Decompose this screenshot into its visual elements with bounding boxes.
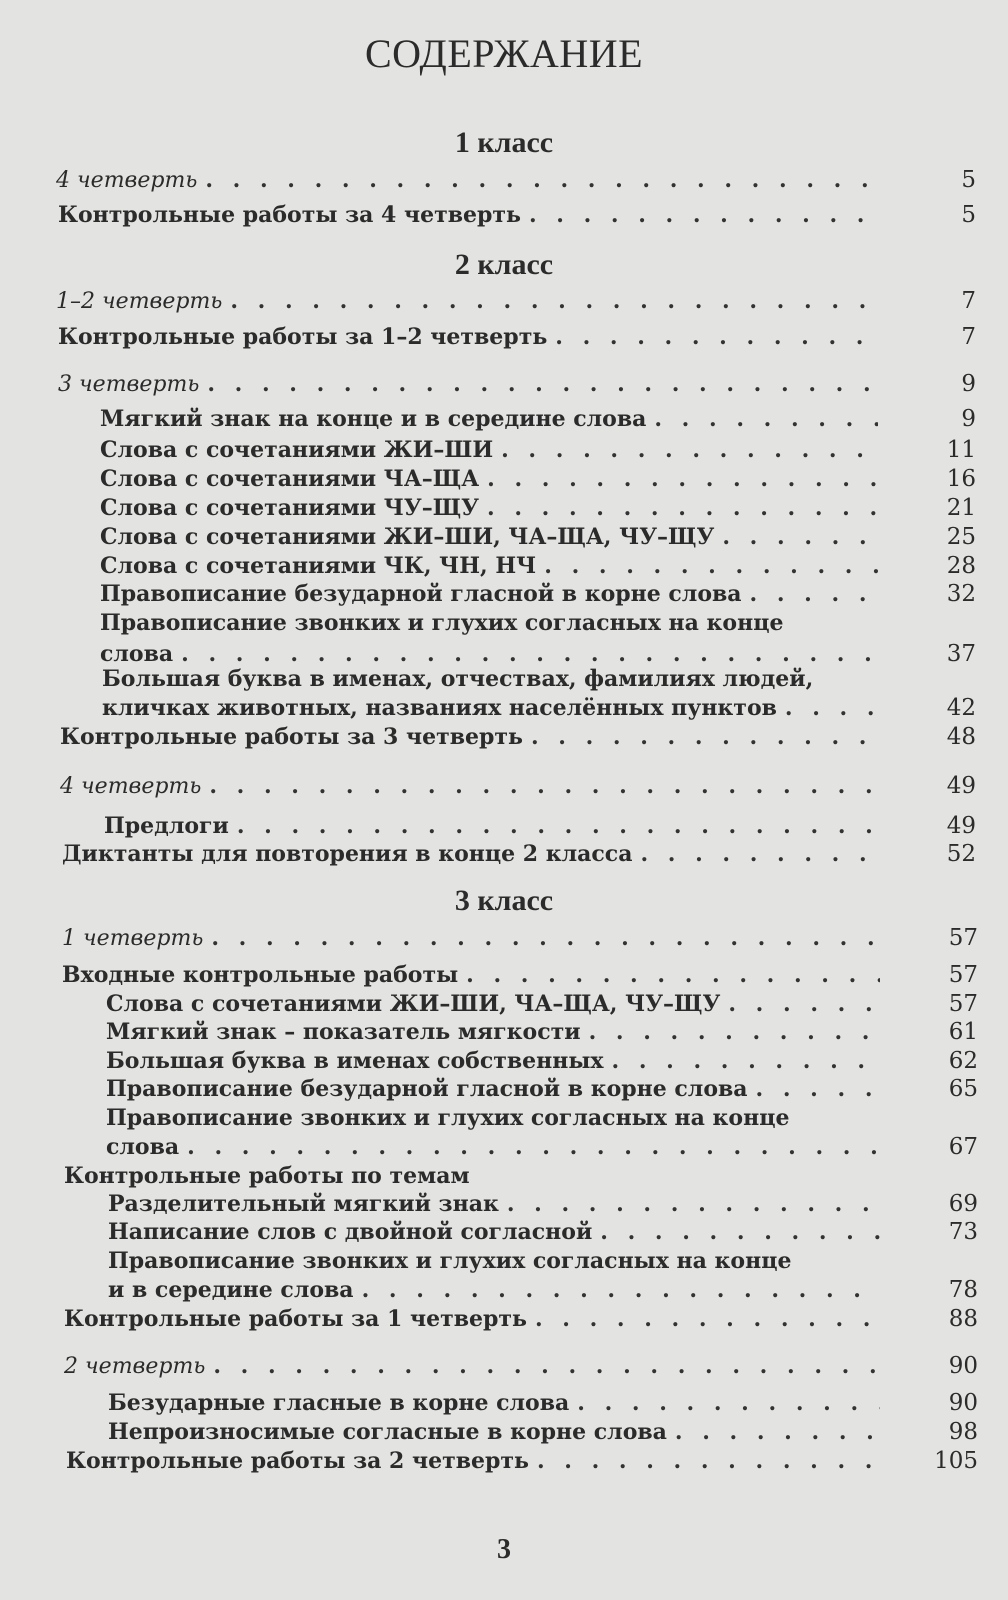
toc-entry-page: 90 (948, 1390, 978, 1416)
toc-entry-page: 25 (946, 524, 976, 550)
toc-entry-text: Контрольные работы за 2 четверть (66, 1448, 529, 1474)
leader-dots (211, 924, 880, 952)
toc-entry-text: Диктанты для повторения в конце 2 класса (62, 841, 633, 867)
leader-dots (209, 772, 878, 800)
toc-entry-text: Контрольные работы за 1–2 четверть (58, 324, 548, 350)
toc-entry-page: 57 (948, 925, 978, 951)
toc-entry-text: Большая буква в именах собственных (106, 1048, 604, 1074)
toc-entry (108, 1389, 978, 1417)
toc-entry-text: 1 четверть (62, 926, 204, 951)
leader-dots (728, 990, 880, 1018)
leader-dots (205, 166, 878, 194)
toc-entry (106, 1075, 978, 1103)
leader-dots (750, 580, 878, 608)
leader-dots (589, 1018, 880, 1046)
toc-entry-text: Мягкий знак на конце и в середине слова (100, 406, 647, 432)
page-number: 3 (497, 1534, 511, 1565)
toc-entry-page: 73 (948, 1219, 978, 1245)
toc-entry (100, 405, 976, 433)
toc-entry-text: кличках животных, названиях населённых пунктов (102, 695, 777, 721)
toc-entry-page: 9 (961, 406, 976, 432)
leader-dots (640, 840, 878, 868)
toc-entry (60, 723, 976, 751)
toc-entry (106, 1047, 978, 1075)
toc-entry-page: 7 (961, 288, 976, 314)
toc-entry-page: 7 (961, 324, 976, 350)
toc-entry (100, 494, 976, 522)
toc-entry-page: 9 (961, 371, 976, 397)
toc-entry-page: 62 (948, 1048, 978, 1074)
toc-entry (100, 640, 976, 668)
toc-entry-page: 52 (946, 841, 976, 867)
toc-entry (58, 370, 976, 399)
toc-entry (58, 323, 976, 351)
toc-entry-text: 4 четверть (60, 774, 202, 799)
leader-dots (785, 694, 878, 722)
toc-entry-text-line1: Правописание звонких и глухих согласных на конце (100, 610, 784, 636)
leader-dots (675, 1418, 880, 1446)
toc-entry (102, 694, 976, 722)
toc-entry (106, 1133, 978, 1161)
toc-entry-page: 37 (946, 641, 976, 667)
toc-entry-page: 57 (948, 991, 978, 1017)
toc-entry-text: Предлоги (104, 813, 229, 839)
leader-dots (531, 723, 878, 751)
leader-dots (722, 523, 878, 551)
toc-entry-page: 5 (961, 202, 976, 228)
class-1-heading: 1 класс (454, 126, 554, 159)
toc-entry (108, 1218, 978, 1246)
toc-entry-page: 28 (946, 553, 976, 579)
toc-entry-page: 16 (946, 466, 976, 492)
toc-entry-text: Контрольные работы за 4 четверть (58, 202, 521, 228)
class-2-heading: 2 класс (454, 248, 554, 281)
toc-entry (106, 990, 978, 1018)
toc-entry (106, 1018, 978, 1046)
leader-dots (529, 201, 878, 229)
toc-entry-text: 4 четверть (56, 168, 198, 193)
toc-entry-text-line1: Правописание звонких и глухих согласных на конце (108, 1248, 792, 1274)
toc-section-label: Контрольные работы по темам (64, 1163, 470, 1189)
toc-entry (100, 552, 976, 580)
leader-dots (181, 640, 878, 668)
toc-entry-text: 3 четверть (58, 372, 200, 397)
toc-entry (64, 1305, 978, 1333)
toc-entry (62, 961, 978, 989)
page-title: СОДЕРЖАНИЕ (364, 31, 644, 76)
toc-entry (108, 1418, 978, 1446)
toc-entry-page: 32 (946, 581, 976, 607)
leader-dots (362, 1276, 880, 1304)
toc-entry-text: Слова с сочетаниями ЧК, ЧН, НЧ (100, 553, 537, 579)
toc-entry-text: Слова с сочетаниями ЖИ–ШИ, ЧА–ЩА, ЧУ–ЩУ (100, 524, 715, 550)
toc-entry (100, 523, 976, 551)
toc-entry-page: 69 (948, 1191, 978, 1217)
toc-entry-text: Правописание безударной гласной в корне слова (106, 1076, 748, 1102)
toc-entry-page: 88 (948, 1306, 978, 1332)
toc-entry-text: Непроизносимые согласные в корне слова (108, 1419, 667, 1445)
toc-entry-text: Слова с сочетаниями ЖИ–ШИ, ЧА–ЩА, ЧУ–ЩУ (106, 991, 721, 1017)
toc-entry-text: слова (100, 641, 174, 667)
toc-entry-page: 21 (946, 495, 976, 521)
toc-entry-page: 65 (948, 1076, 978, 1102)
toc-entry (60, 772, 976, 801)
leader-dots (487, 494, 878, 522)
toc-entry-page: 57 (948, 962, 978, 988)
toc-entry (100, 580, 976, 608)
toc-entry (56, 287, 976, 316)
toc-entry (108, 1190, 978, 1218)
toc-entry (100, 436, 976, 464)
toc-entry (62, 840, 976, 868)
leader-dots (487, 465, 878, 493)
toc-entry (66, 1447, 978, 1475)
toc-entry-text: Слова с сочетаниями ЖИ–ШИ (100, 437, 494, 463)
toc-entry-page: 49 (946, 813, 976, 839)
leader-dots (207, 370, 878, 398)
leader-dots (501, 436, 878, 464)
toc-entry-page: 90 (948, 1353, 978, 1379)
leader-dots (187, 1133, 880, 1161)
toc-entry-page: 42 (946, 695, 976, 721)
toc-entry-text: Написание слов с двойной согласной (108, 1219, 593, 1245)
toc-entry (62, 924, 978, 953)
leader-dots (600, 1218, 880, 1246)
toc-entry-page: 5 (961, 167, 976, 193)
leader-dots (237, 812, 878, 840)
leader-dots (466, 961, 880, 989)
toc-entry-page: 49 (946, 773, 976, 799)
toc-entry-page: 67 (948, 1134, 978, 1160)
toc-entry-page: 98 (948, 1419, 978, 1445)
toc-entry (56, 166, 976, 195)
toc-entry-page: 61 (948, 1019, 978, 1045)
toc-entry-page: 105 (934, 1448, 978, 1474)
toc-entry-text: Правописание безударной гласной в корне слова (100, 581, 742, 607)
toc-entry-page: 11 (946, 437, 976, 463)
toc-entry-text: 1–2 четверть (56, 289, 223, 314)
toc-entry-text-line1: Правописание звонких и глухих согласных на конце (106, 1105, 790, 1131)
toc-entry (64, 1352, 978, 1381)
toc-entry-text: Контрольные работы за 3 четверть (60, 724, 523, 750)
leader-dots (230, 287, 878, 315)
leader-dots (507, 1190, 880, 1218)
toc-entry-page: 78 (948, 1277, 978, 1303)
toc-entry-text: слова (106, 1134, 180, 1160)
leader-dots (544, 552, 878, 580)
leader-dots (654, 405, 878, 433)
toc-entry-text: Контрольные работы за 1 четверть (64, 1306, 527, 1332)
toc-entry-text: и в середине слова (108, 1277, 354, 1303)
leader-dots (535, 1305, 880, 1333)
toc-entry-text: Разделительный мягкий знак (108, 1191, 499, 1217)
toc-entry-text: 2 четверть (64, 1354, 206, 1379)
leader-dots (537, 1447, 880, 1475)
toc-entry (108, 1276, 978, 1304)
toc-entry-text-line1: Большая буква в именах, отчествах, фамилиях людей, (102, 666, 814, 692)
toc-entry-text: Входные контрольные работы (62, 962, 459, 988)
leader-dots (612, 1047, 880, 1075)
toc-entry-page: 48 (946, 724, 976, 750)
toc-entry-text: Мягкий знак – показатель мягкости (106, 1019, 581, 1045)
toc-entry-text: Слова с сочетаниями ЧА–ЩА (100, 466, 480, 492)
leader-dots (555, 323, 878, 351)
toc-entry (58, 201, 976, 229)
toc-entry (104, 812, 976, 840)
toc-entry-text: Безударные гласные в корне слова (108, 1390, 570, 1416)
leader-dots (213, 1352, 880, 1380)
toc-entry (100, 465, 976, 493)
leader-dots (756, 1075, 880, 1103)
leader-dots (577, 1389, 880, 1417)
class-3-heading: 3 класс (454, 884, 554, 917)
toc-entry-text: Слова с сочетаниями ЧУ–ЩУ (100, 495, 480, 521)
